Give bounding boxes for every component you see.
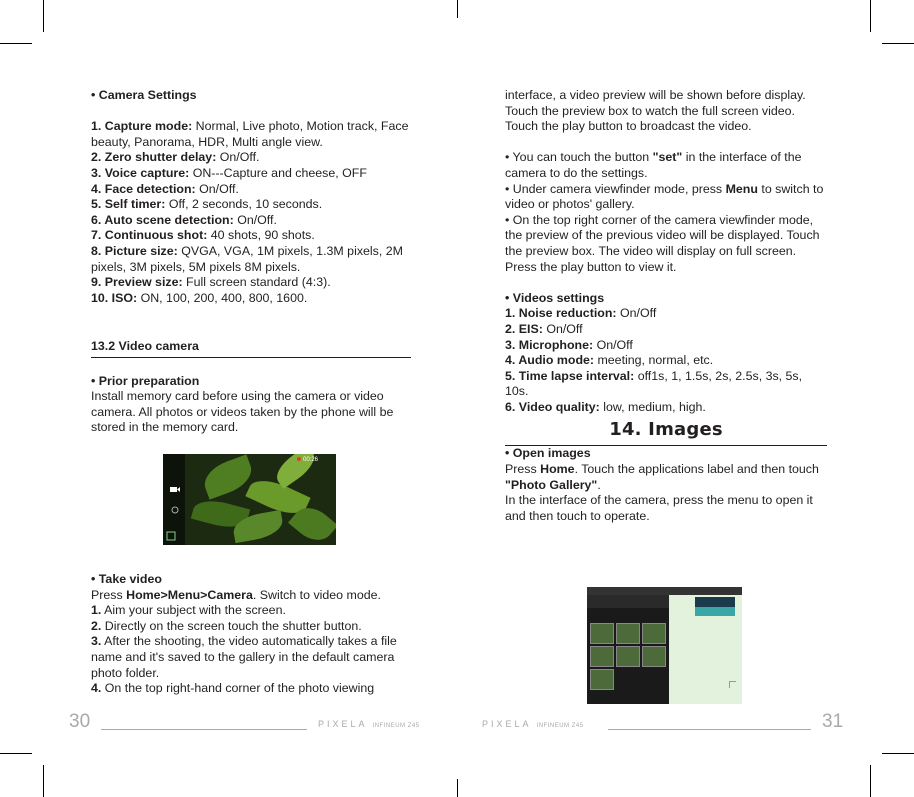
video-camera-section-title: 13.2 Video camera [91, 339, 411, 359]
brand-logo-right: PIXELA INFINEUM Z45 [482, 719, 584, 729]
continuation-text: interface, a video preview will be shown before display. Touch the preview box to watch the full screen video. Touch the play button to broadcast the video. [505, 88, 806, 134]
gallery-menu-item [695, 607, 735, 616]
list-item: 6. Auto scene detection: On/Off. [91, 212, 277, 227]
recording-time: 00:26 [302, 457, 318, 463]
prior-preparation-text: Install memory card before using the camera or video camera. All photos or videos taken by the phone will be stored in the memory card. [91, 389, 394, 435]
page-number-left: 30 [69, 711, 91, 732]
take-video-heading: • Take video [91, 572, 162, 586]
list-item: 4. Face detection: On/Off. [91, 181, 239, 196]
viewfinder-sidebar [163, 454, 185, 545]
crop-mark [457, 0, 458, 18]
crop-mark [43, 0, 44, 32]
list-item: 4. Audio mode: meeting, normal, etc. [505, 353, 714, 368]
crop-mark [0, 43, 32, 44]
gallery-screenshot [587, 587, 742, 704]
bullet-preview: • On the top right corner of the camera viewfinder mode, the preview of the previous video will be displayed. Touch the preview box. The video will display on full screen. Press the play button to view it. [505, 212, 820, 274]
left-page-column [91, 88, 411, 436]
open-images-heading: • Open images [505, 446, 591, 461]
record-dot-icon [297, 457, 301, 461]
list-item: 10. ISO: ON, 100, 200, 400, 800, 1600. [91, 290, 308, 305]
video-camera-icon [163, 454, 185, 545]
list-item: 5. Time lapse interval: off1s, 1, 1.5s, 2s, 2.5s, 3s, 5s, 10s. [505, 368, 803, 399]
list-item: 7. Continuous shot: 40 shots, 90 shots. [91, 228, 315, 243]
list-item: 5. Self timer: Off, 2 seconds, 10 seconds. [91, 197, 323, 212]
list-item: 1. Aim your subject with the screen. [91, 603, 286, 618]
camera-settings-list [91, 119, 411, 306]
list-item: 3. After the shooting, the video automatically takes a file name and it's saved to the gallery in the default camera photo folder. [91, 634, 397, 680]
camera-settings-heading: • Camera Settings [91, 88, 197, 102]
crop-mark [870, 765, 871, 797]
open-images-text-2: In the interface of the camera, press the menu to open it and then touch to operate. [505, 493, 813, 523]
recording-indicator [297, 457, 318, 463]
crop-mark [43, 765, 44, 797]
list-item: 1. Capture mode: Normal, Live photo, Motion track, Face beauty, Panorama, HDR, Multi angle view. [91, 119, 409, 149]
list-item: 3. Voice capture: ON---Capture and cheese, OFF [91, 165, 367, 180]
list-item: 1. Noise reduction: On/Off [505, 306, 657, 321]
gallery-panel [587, 595, 669, 704]
chapter-title: 14. Images [505, 415, 827, 446]
list-item: 9. Preview size: Full screen standard (4:3). [91, 275, 331, 290]
crop-mark [457, 779, 458, 797]
crop-mark [0, 753, 32, 754]
list-item: 2. Directly on the screen touch the shutter button. [91, 618, 362, 633]
take-video-instruction: Press Home>Menu>Camera. Switch to video mode. [91, 587, 381, 602]
right-page-column [505, 88, 827, 524]
footer-rule [101, 729, 307, 730]
take-video-section [91, 572, 411, 697]
list-item: 2. EIS: On/Off [505, 321, 583, 336]
list-item: 4. On the top right-hand corner of the photo viewing [91, 681, 375, 696]
crop-mark [870, 0, 871, 32]
crop-mark [882, 753, 914, 754]
gallery-app-bar [587, 595, 669, 608]
footer-rule [608, 729, 811, 730]
bullet-menu: • Under camera viewfinder mode, press Menu to switch to video or photos' gallery. [505, 181, 824, 212]
prior-preparation-heading: • Prior preparation [91, 373, 200, 388]
list-item: 2. Zero shutter delay: On/Off. [91, 150, 260, 165]
page-number-right: 31 [822, 711, 844, 732]
corner-icon [729, 681, 736, 688]
videos-settings-heading: • Videos settings [505, 290, 605, 305]
gallery-menu-item [695, 597, 735, 607]
status-bar [587, 587, 742, 595]
camera-viewfinder-photo [163, 454, 336, 545]
video-settings-list [505, 306, 827, 415]
list-item: 3. Microphone: On/Off [505, 337, 633, 352]
bullet-set-button: • You can touch the button "set" in the interface of the camera to do the settings. [505, 150, 802, 180]
list-item: 8. Picture size: QVGA, VGA, 1M pixels, 1.3M pixels, 2M pixels, 3M pixels, 5M pixels 8M pixels. [91, 243, 403, 274]
brand-logo-left: PIXELA INFINEUM Z45 [318, 719, 420, 729]
list-item: 6. Video quality: low, medium, high. [505, 399, 706, 414]
open-images-text: Press Home. Touch the applications label and then touch "Photo Gallery". [505, 462, 819, 492]
crop-mark [882, 43, 914, 44]
